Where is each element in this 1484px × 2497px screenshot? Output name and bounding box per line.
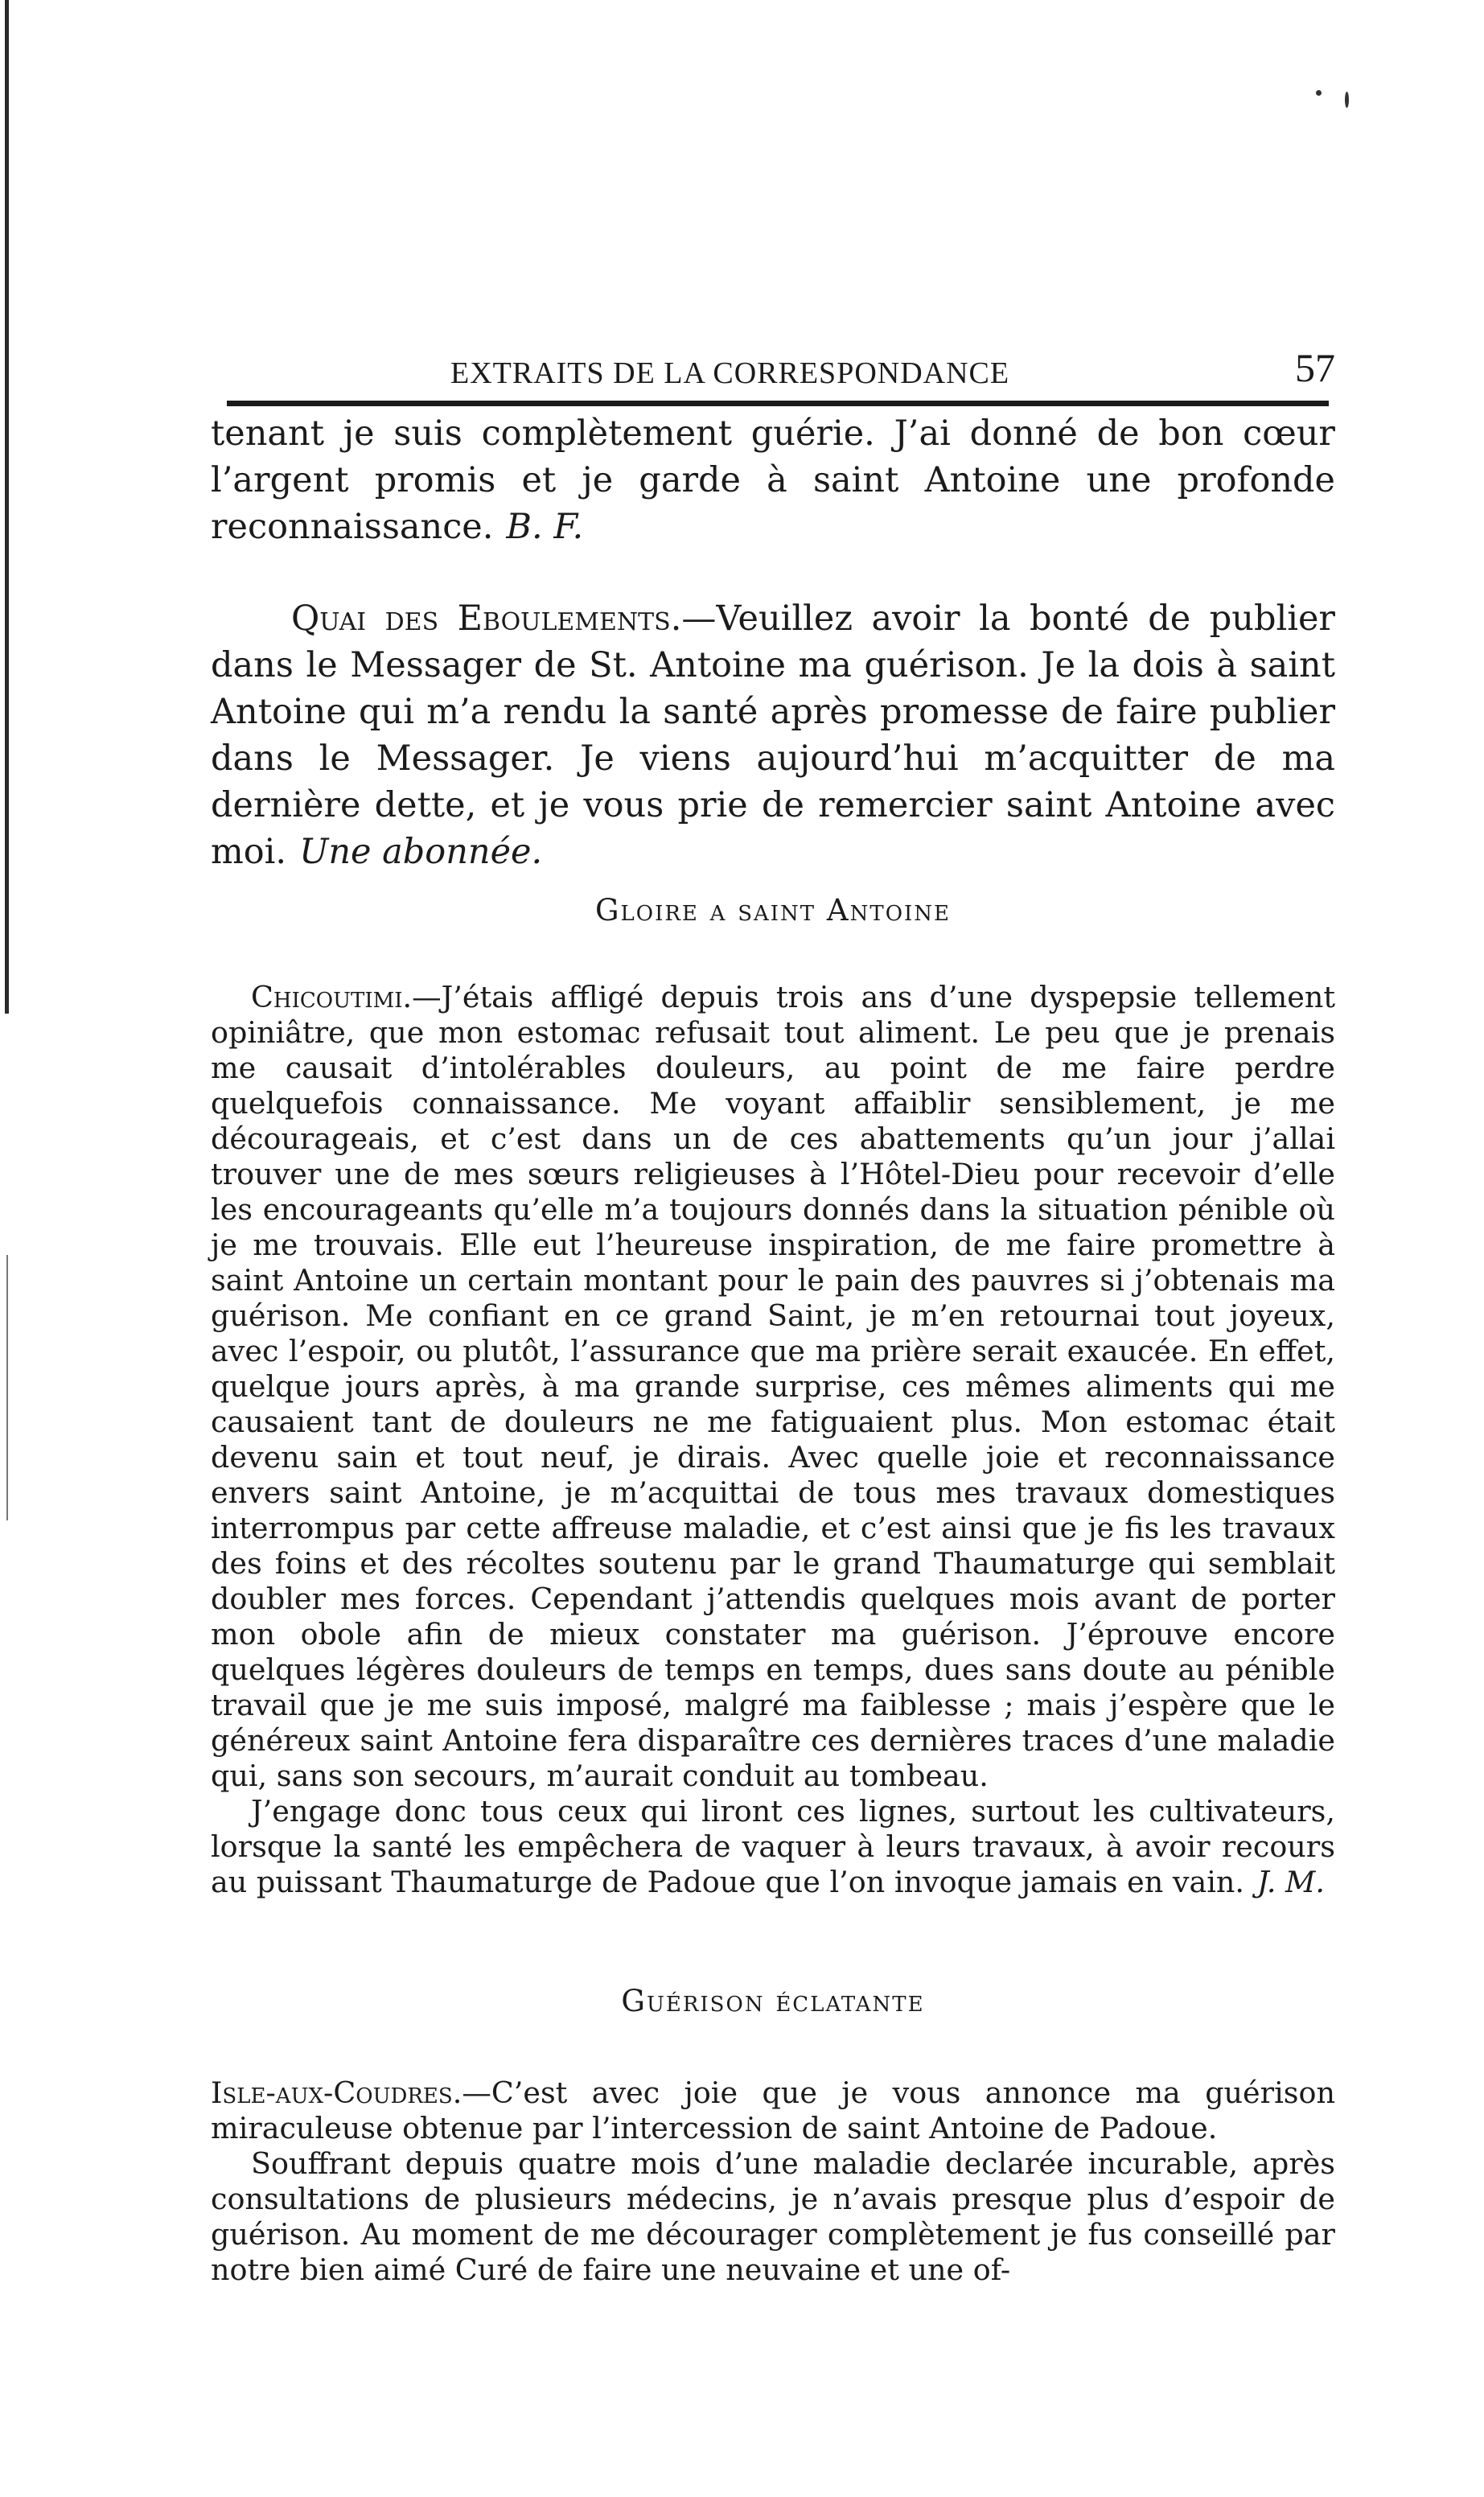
letter-chicoutimi	[211, 980, 1335, 1900]
paragraph-text: J’engage donc tous ceux qui liront ces lignes, surtout les cultivateurs, lorsque la santé les empêchera de vaquer à leurs travaux, à avoir recours au puissant Thaumaturge de Padoue que l’on invoque jamais en vain.	[211, 1794, 1335, 1899]
paragraph-text: —Veuillez avoir la bonté de publier dans le Messager de St. Antoine ma guérison. Je la dois à saint Antoine qui m’a rendu la santé après promesse de faire publier dans le Messager. Je viens aujourd’hui m’acquitter de ma dernière dette, et je vous prie de remercier saint Antoine avec moi.	[211, 599, 1335, 872]
signature: B. F.	[506, 507, 584, 547]
place-name: Chicoutimi.	[251, 980, 413, 1014]
place-name: Quai des Eboulements.	[291, 599, 682, 639]
paragraph-text: tenant je suis complètement guérie. J’ai donné de bon cœur l’argent promis et je garde à saint Antoine une profonde reconnaissance.	[211, 413, 1335, 547]
book-binding-edge-lower	[6, 1255, 8, 1520]
book-binding-edge	[5, 0, 9, 1014]
ink-speck	[1316, 90, 1322, 96]
paragraph-text: —J’étais affligé depuis trois ans d’une dyspepsie tellement opiniâtre, que mon estomac refusait tout aliment. Le peu que je prenais me causait d’intolérables douleurs, au point de me faire perdre quelquefois connaissance. Me voyant affaiblir sensiblement, je me décourageais, et c’est dans un de ces abattements qu’un jour j’allai trouver une de mes sœurs religieuses à l’Hôtel-Dieu pour recevoir d’elle les encourageants qu’elle m’a toujours donnés dans la situation pénible où je me trouvais. Elle eut l’heureuse inspiration, de me faire promettre à saint Antoine un certain montant pour le pain des pauvres si j’obtenais ma guérison. Me confiant en ce grand Saint, je m’en retournai tout joyeux, avec l’espoir, ou plutôt, l’assurance que ma prière serait exaucée. En effet, quelque jours après, à ma grande surprise, ces mêmes aliments qui me causaient tant de douleurs ne me fatiguaient plus. Mon estomac était devenu sain et tout neuf, je dirais. Avec quelle joie et reconnaissance envers saint Antoine, je m’acquittai de tous mes travaux domestiques interrompus par cette affreuse maladie, et c’est ainsi que je fis les travaux des foins et des récoltes soutenu par le grand Thaumaturge qui semblait doubler mes forces. Cependant j’attendis quelques mois avant de porter mon obole afin de mieux constater ma guérison. J’éprouve encore quelques légères douleurs de temps en temps, dues sans doute au pénible travail que je me suis imposé, malgré ma faiblesse ; mais j’espère que le généreux saint Antoine fera disparaître ces dernières traces d’une maladie qui, sans son secours, m’aurait conduit au tombeau.	[211, 980, 1335, 1793]
running-title: EXTRAITS DE LA CORRESPONDANCE	[450, 356, 1010, 390]
header-rule	[227, 401, 1329, 406]
letter-bf	[211, 410, 1335, 550]
paragraph-text: Souffrant depuis quatre mois d’une maladie declarée incurable, après consultations de plusieurs médecins, je n’avais presque plus d’espoir de guérison. Au moment de me décourager complètement je fus conseillé par notre bien aimé Curé de faire une neuvaine et une of-	[211, 2146, 1335, 2287]
section-title: Guérison éclatante	[621, 1984, 925, 2018]
paragraph	[211, 980, 1335, 1794]
ink-speck	[1345, 92, 1349, 108]
section-title: Gloire a saint Antoine	[594, 893, 952, 928]
paragraph	[211, 2146, 1335, 2288]
letter-quai-des-eboulements	[211, 595, 1335, 875]
letter-isle-aux-coudres	[211, 2075, 1335, 2288]
page-header	[209, 344, 1335, 393]
paragraph	[211, 2075, 1335, 2146]
paragraph-text: —C’est avec joie que je vous annonce ma guérison miraculeuse obtenue par l’intercession de saint Antoine de Padoue.	[211, 2075, 1335, 2145]
page-number: 57	[1295, 345, 1335, 390]
paragraph	[211, 410, 1335, 550]
paragraph	[211, 1794, 1335, 1900]
place-name: Isle-aux-Coudres.	[211, 2075, 462, 2110]
paragraph	[211, 595, 1335, 875]
signature: J. M.	[1257, 1865, 1326, 1899]
signature: Une abonnée.	[299, 832, 543, 872]
